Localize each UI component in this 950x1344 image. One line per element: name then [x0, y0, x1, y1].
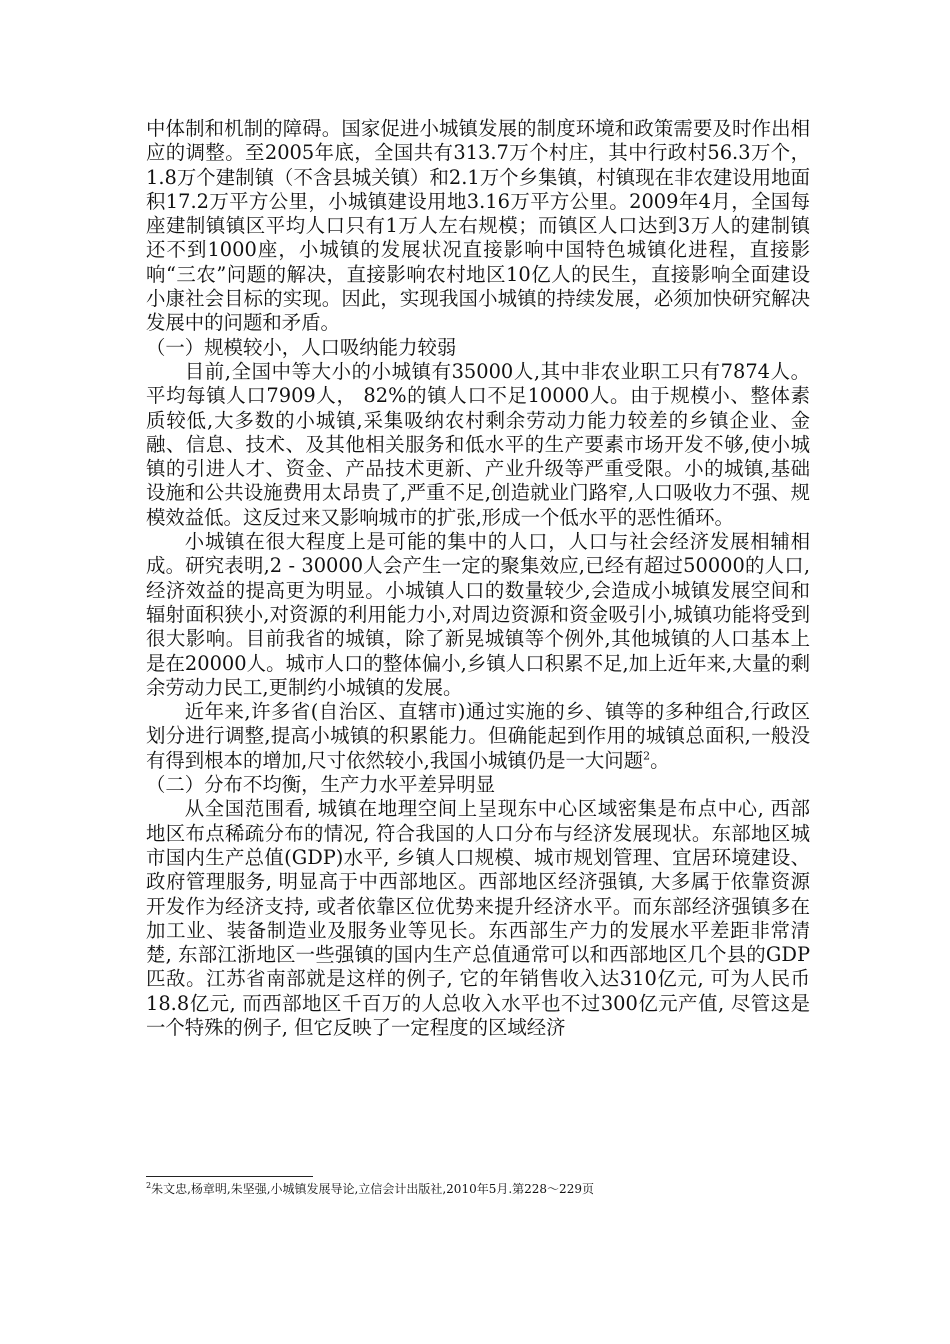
paragraph-distribution: 从全国范围看, 城镇在地理空间上呈现东中心区域密集是布点中心, 西部地区布点稀疏分布的情况, 符合我国的人口分布与经济发展现状。东部地区城市国内生产总值(GDP)水平, 乡镇人口规模、城市规划管理、宜居环境建设、政府管理服务, 明显高于中西部地区。西部地区经济强镇, 大多属于依靠资源开发作为经济支持, 或者依靠区位优势来提升经济水平。而东部经济强镇多在加工业、装备制造业及服务业等见长。东西部生产力的发展水平差距非常清楚, 东部江浙地区一些强镇的国内生产总值通常可以和西部地区几个县的GDP匹敌。江苏省南部就是这样的例子, 它的年销售收入达310亿元, 可为人民币18.8亿元, 而西部地区千百万的人总收入水平也不过300亿元产值, 尽管这是一个特殊的例子, 但它反映了一定程度的区域经济 [146, 797, 810, 1039]
section-heading-1: （一）规模较小，人口吸纳能力较弱 [146, 335, 457, 359]
footnote-text: 朱文忠,杨章明,朱坚强,小城镇发展导论,立信会计出版社,2010年5月.第228～229页 [151, 1182, 594, 1196]
footnote-reference[interactable]: 2 [643, 749, 651, 763]
footnote-marker: 2 [146, 1181, 152, 1190]
paragraph-regional-adjustment [146, 700, 810, 773]
paragraph-population: 小城镇在很大程度上是可能的集中的人口，人口与社会经济发展相辅相成。研究表明,2 - 30000人会产生一定的聚集效应,已经有超过50000的人口,经济效益的提高更为明显。小城镇人口的数量较少,会造成小城镇发展空间和辐射面积狭小,对资源的利用能力小,对周边资源和资金吸引小,城镇功能将受到很大影响。目前我省的城镇，除了新晃城镇等个例外,其他城镇的人口基本上是在20000人。城市人口的整体偏小,乡镇人口积累不足,加上近年来,大量的剩余劳动力民工,更制约小城镇的发展。 [146, 530, 810, 699]
section-heading-2: （二）分布不均衡，生产力水平差异明显 [146, 773, 496, 797]
paragraph-regional-adjustment-text: 近年来,许多省(自治区、直辖市)通过实施的乡、镇等的多种组合,行政区划分进行调整,提高小城镇的积累能力。但确能起到作用的城镇总面积,一般没有得到根本的增加,尺寸依然较小,我国小城镇仍是一大问题 [146, 700, 810, 772]
paragraph-regional-adjustment-tail: 。 [650, 748, 670, 772]
paragraph-intro: 中体制和机制的障碍。国家促进小城镇发展的制度环境和政策需要及时作出相应的调整。至2005年底，全国共有313.7万个村庄，其中行政村56.3万个，1.8万个建制镇（不含县城关镇）和2.1万个乡集镇，村镇现在非农建设用地面积17.2万平方公里，小城镇建设用地3.16万平方公里。2009年4月，全国每座建制镇镇区平均人口只有1万人左右规模；而镇区人口达到3万人的建制镇还不到1000座，小城镇的发展状况直接影响中国特色城镇化进程，直接影响“三农”问题的解决，直接影响农村地区10亿人的民生，直接影响全面建设小康社会目标的实现。因此，实现我国小城镇的持续发展，必须加快研究解决发展中的问题和矛盾。 [146, 117, 810, 335]
document-body [146, 117, 810, 1040]
footnote-separator [146, 1176, 313, 1177]
paragraph-scale: 目前,全国中等大小的小城镇有35000人,其中非农业职工只有7874人。平均每镇人口7909人， 82%的镇人口不足10000人。由于规模小、整体素质较低,大多数的小城镇,采集吸纳农村剩余劳动力能力较差的乡镇企业、金融、信息、技术、及其他相关服务和低水平的生产要素市场开发不够,使小城镇的引进人才、资金、产品技术更新、产业升级等严重受限。小的城镇,基础设施和公共设施费用太昂贵了,严重不足,创造就业门路窄,人口吸收力不强、规模效益低。这反过来又影响城市的扩张,形成一个低水平的恶性循环。 [146, 359, 810, 529]
footnote [146, 1181, 810, 1197]
